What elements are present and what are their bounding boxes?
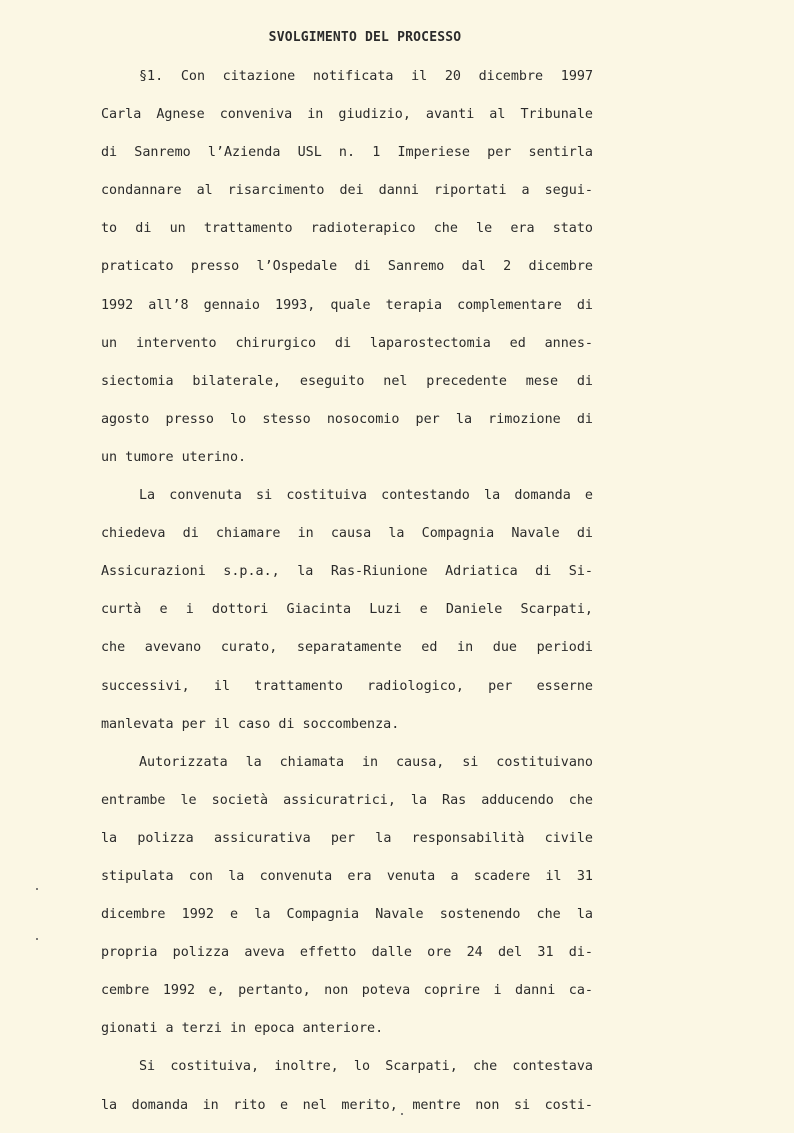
text-line: di Sanremo l’Azienda USL n. 1 Imperiese per sentirla (101, 145, 593, 161)
text-line: che avevano curato, separatamente ed in due periodi (101, 640, 593, 656)
text-line: agosto presso lo stesso nosocomio per la rimozione di (101, 411, 593, 427)
document-body (101, 66, 593, 1133)
scan-speck (401, 1113, 403, 1115)
text-line: Assicurazioni s.p.a., la Ras-Riunione Adriatica di Si- (101, 564, 593, 580)
text-line: condannare al risarcimento dei danni riportati a segui- (101, 183, 593, 199)
text-line: la domanda in rito e nel merito, mentre non si costi- (101, 1097, 593, 1113)
text-line: chiedeva di chiamare in causa la Compagnia Navale di (101, 526, 593, 542)
text-line: gionati a terzi in epoca anteriore. (101, 1021, 384, 1037)
text-line: un intervento chirurgico di laparostectomia ed annes- (101, 335, 593, 351)
scan-speck (36, 938, 38, 940)
text-line: curtà e i dottori Giacinta Luzi e Daniele Scarpati, (101, 602, 593, 618)
text-line: manlevata per il caso di soccombenza. (101, 716, 400, 732)
text-line: dicembre 1992 e la Compagnia Navale sostenendo che la (101, 907, 593, 923)
text-line: entrambe le società assicuratrici, la Ras adducendo che (101, 792, 593, 808)
text-line: Autorizzata la chiamata in causa, si costituivano (139, 754, 593, 770)
document-title: SVOLGIMENTO DEL PROCESSO (268, 30, 462, 45)
text-line: La convenuta si costituiva contestando la domanda e (139, 488, 593, 504)
text-line: 1992 all’8 gennaio 1993, quale terapia complementare di (101, 297, 593, 313)
text-line: §1. Con citazione notificata il 20 dicembre 1997 (139, 69, 593, 84)
text-line: stipulata con la convenuta era venuta a scadere il 31 (101, 868, 593, 884)
text-line: Carla Agnese conveniva in giudizio, avanti al Tribunale (101, 107, 593, 123)
text-line: praticato presso l’Ospedale di Sanremo dal 2 dicembre (101, 259, 593, 275)
text-line: un tumore uterino. (101, 449, 247, 465)
text-line: propria polizza aveva effetto dalle ore 24 del 31 di- (101, 945, 593, 961)
scan-speck (36, 888, 38, 890)
text-line: successivi, il trattamento radiologico, per esserne (101, 678, 593, 694)
text-line: la polizza assicurativa per la responsabilità civile (101, 830, 593, 846)
text-line: to di un trattamento radioterapico che le era stato (101, 221, 593, 237)
text-line: cembre 1992 e, pertanto, non poteva coprire i danni ca- (101, 983, 593, 999)
text-line: Si costituiva, inoltre, lo Scarpati, che contestava (139, 1059, 593, 1075)
text-line: siectomia bilaterale, eseguito nel precedente mese di (101, 373, 593, 389)
